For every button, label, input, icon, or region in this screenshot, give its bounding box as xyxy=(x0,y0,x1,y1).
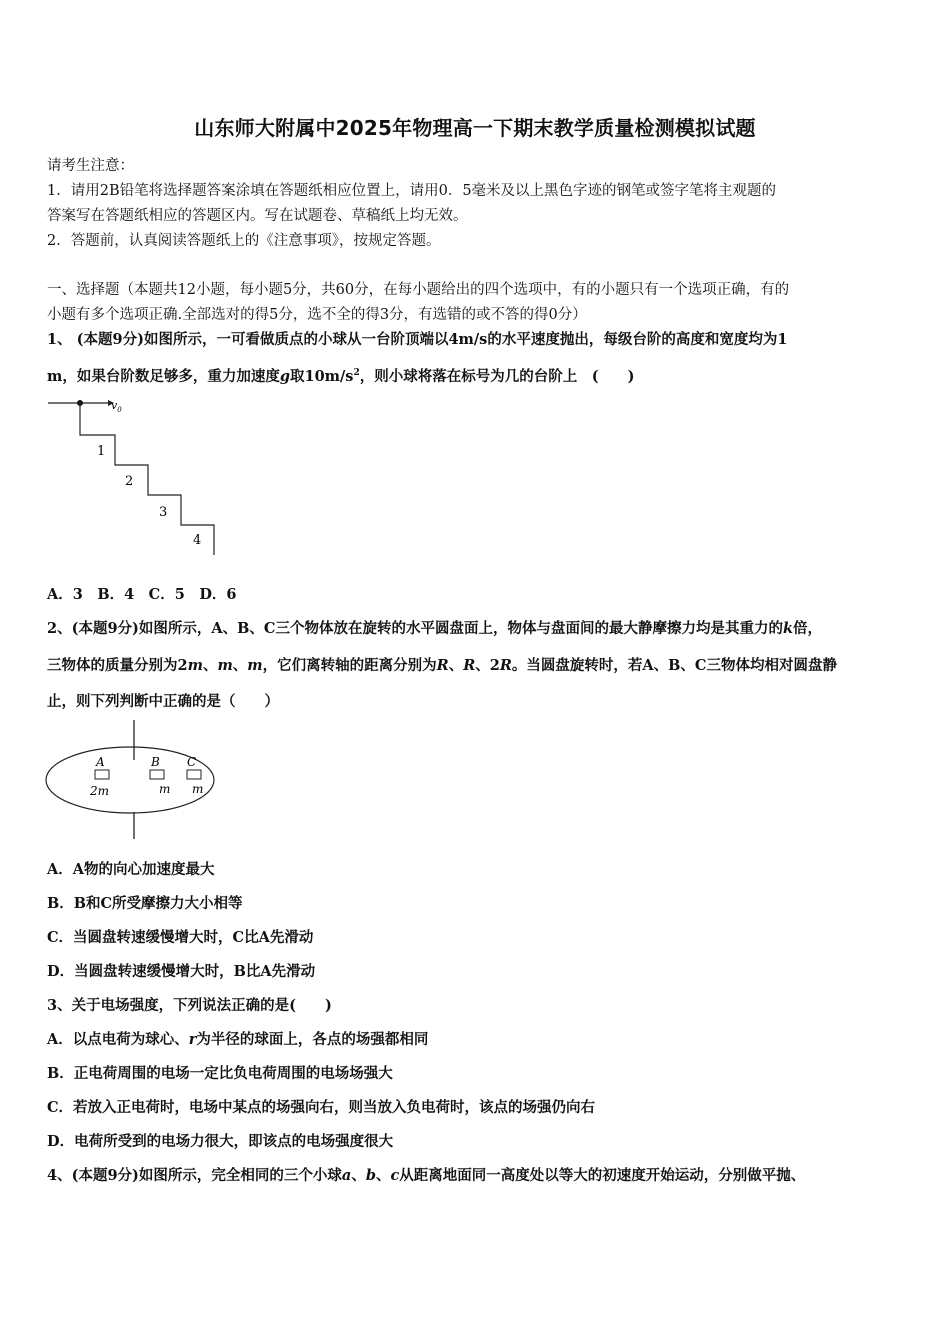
q2-disk-figure xyxy=(44,718,219,840)
q2-stem-line-2: 三物体的质量分别为2m、m、m，它们离转轴的距离分别为R、R、2R。当圆盘旋转时，若A、B、C三物体均相对圆盘静 xyxy=(47,657,837,674)
q2-stem-line-3: 止，则下列判断中正确的是（ ） xyxy=(47,693,279,710)
notice-item-1-line-1: 1．请用2B铅笔将选择题答案涂填在答题纸相应位置上，请用0．5毫米及以上黑色字迹的钢笔或签字笔将主观题的 xyxy=(47,183,777,199)
q1-stem-line-2: m，如果台阶数足够多，重力加速度g取$10m/s^2$，则小球将落在标号为几的台阶上 ( ) xyxy=(47,368,635,385)
q1-options: A．3 B．4 C．5 D．6 xyxy=(47,586,237,603)
q3-option-c: C．若放入正电荷时，电场中某点的场强向右，则当放入负电荷时，该点的场强仍向右 xyxy=(47,1099,596,1116)
q2-option-a: A．A物的向心加速度最大 xyxy=(47,861,215,878)
q2-option-b: B．B和C所受摩擦力大小相等 xyxy=(47,895,243,912)
block-b xyxy=(150,770,164,779)
q3-stem: 3、关于电场强度，下列说法正确的是( ) xyxy=(47,997,332,1014)
q1-stem-line-1: 1、 (本题9分)如图所示，一可看做质点的小球从一台阶顶端以4m/s的水平速度抛出，每级台阶的高度和宽度均为1 xyxy=(47,331,788,348)
section-1-intro-line-2: 小题有多个选项正确.全部选对的得5分，选不全的得3分，有选错的或不答的得0分） xyxy=(47,307,587,323)
q3-option-a: A．以点电荷为球心、r为半径的球面上，各点的场强都相同 xyxy=(47,1031,429,1048)
velocity-label: $v_0$ xyxy=(111,399,122,414)
notice-item-2: 2．答题前，认真阅读答题纸上的《注意事项》，按规定答题。 xyxy=(47,233,441,249)
block-a xyxy=(95,770,109,779)
q3-option-d: D．电荷所受到的电场力很大，即该点的电场强度很大 xyxy=(47,1133,394,1150)
notice-heading: 请考生注意： xyxy=(47,158,134,174)
label-b: B xyxy=(151,755,160,769)
q1-staircase-figure xyxy=(40,393,225,563)
q4-stem-line-1: 4、(本题9分)如图所示，完全相同的三个小球a、b、c从距离地面同一高度处以等大的初速度开始运动，分别做平抛、 xyxy=(47,1167,806,1184)
mass-c: m xyxy=(192,782,204,796)
q2-stem-line-1: 2、(本题9分)如图所示，A、B、C三个物体放在旋转的水平圆盘面上，物体与盘面间的最大静摩擦力均是其重力的k倍， xyxy=(47,620,822,637)
step-label-1: 1 xyxy=(97,444,106,459)
step-label-3: 3 xyxy=(159,505,168,520)
block-c xyxy=(187,770,201,779)
mass-b: m xyxy=(159,782,171,796)
step-label-2: 2 xyxy=(125,474,134,489)
q3-option-b: B．正电荷周围的电场一定比负电荷周围的电场场强大 xyxy=(47,1065,393,1082)
notice-item-1-line-2: 答案写在答题纸相应的答题区内。写在试题卷、草稿纸上均无效。 xyxy=(47,208,468,224)
q2-option-d: D．当圆盘转速缓慢增大时，B比A先滑动 xyxy=(47,963,316,980)
q2-option-c: C．当圆盘转速缓慢增大时，C比A先滑动 xyxy=(47,929,314,946)
label-a: A xyxy=(96,755,105,769)
label-c: C xyxy=(187,755,197,769)
page-title: 山东师大附属中2025年物理高一下期末教学质量检测模拟试题 xyxy=(194,116,756,140)
section-1-intro-line-1: 一、选择题（本题共12小题，每小题5分，共60分，在每小题给出的四个选项中，有的小题只有一个选项正确，有的 xyxy=(47,282,790,298)
mass-a: 2m xyxy=(90,784,110,798)
step-label-4: 4 xyxy=(193,533,202,548)
